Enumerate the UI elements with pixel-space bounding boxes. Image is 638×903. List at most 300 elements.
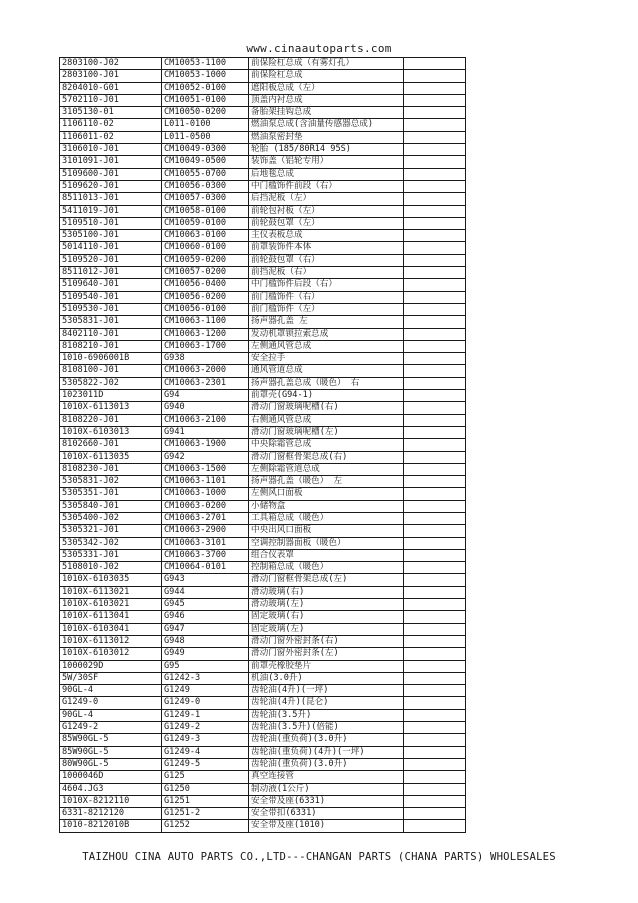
part-name-cell: 固定玻璃(左): [249, 623, 404, 635]
extra-cell: [404, 390, 466, 402]
table-row: [60, 672, 466, 684]
part-number-cell: 3101091-J01: [60, 156, 162, 168]
part-name-cell: 滑动门窗玻璃呢槽(左): [249, 426, 404, 438]
oem-code-cell: G125: [162, 771, 249, 783]
part-name-cell: 前门槛饰件（左）: [249, 303, 404, 315]
oem-code-cell: G948: [162, 635, 249, 647]
part-name-cell: 齿轮油(4升)(昆仑): [249, 697, 404, 709]
part-number-cell: 5W/30SF: [60, 672, 162, 684]
table-row: [60, 685, 466, 697]
part-number-cell: 1010-6906001B: [60, 353, 162, 365]
website-url: www.cinaautoparts.com: [246, 42, 392, 55]
table-row: [60, 783, 466, 795]
part-name-cell: 齿轮油(重负荷)(3.0升): [249, 758, 404, 770]
extra-cell: [404, 82, 466, 94]
part-number-cell: 5411019-J01: [60, 205, 162, 217]
oem-code-cell: CM10063-1700: [162, 340, 249, 352]
extra-cell: [404, 574, 466, 586]
part-name-cell: 前罩壳橡胶垫片: [249, 660, 404, 672]
part-number-cell: 1010X-6103013: [60, 426, 162, 438]
oem-code-cell: CM10063-1100: [162, 316, 249, 328]
oem-code-cell: G1249-3: [162, 734, 249, 746]
part-name-cell: 后地毯总成: [249, 168, 404, 180]
extra-cell: [404, 168, 466, 180]
table-row: [60, 549, 466, 561]
part-number-cell: 3106010-J01: [60, 144, 162, 156]
extra-cell: [404, 242, 466, 254]
table-row: [60, 390, 466, 402]
table-row: [60, 463, 466, 475]
oem-code-cell: L011-0100: [162, 119, 249, 131]
extra-cell: [404, 635, 466, 647]
oem-code-cell: CM10050-0200: [162, 107, 249, 119]
table-row: [60, 353, 466, 365]
extra-cell: [404, 795, 466, 807]
part-number-cell: 5305831-J02: [60, 476, 162, 488]
table-row: [60, 574, 466, 586]
extra-cell: [404, 758, 466, 770]
oem-code-cell: CM10053-1000: [162, 70, 249, 82]
extra-cell: [404, 451, 466, 463]
oem-code-cell: G945: [162, 599, 249, 611]
extra-cell: [404, 525, 466, 537]
oem-code-cell: CM10063-2000: [162, 365, 249, 377]
table-row: [60, 635, 466, 647]
extra-cell: [404, 660, 466, 672]
part-number-cell: 5109520-J01: [60, 254, 162, 266]
oem-code-cell: CM10055-0700: [162, 168, 249, 180]
part-number-cell: 1010X-6103035: [60, 574, 162, 586]
part-name-cell: 后挡泥板（左）: [249, 193, 404, 205]
table-row: [60, 402, 466, 414]
part-number-cell: 5109540-J01: [60, 291, 162, 303]
table-row: [60, 242, 466, 254]
part-name-cell: 齿轮油(4升)(一坪): [249, 685, 404, 697]
part-number-cell: 5702110-J01: [60, 94, 162, 106]
part-number-cell: 1010X-6113012: [60, 635, 162, 647]
part-number-cell: 5305351-J01: [60, 488, 162, 500]
table-row: [60, 488, 466, 500]
part-name-cell: 滑动门窗框骨架总成(右): [249, 451, 404, 463]
extra-cell: [404, 599, 466, 611]
part-name-cell: 前轮鼓包罩（左）: [249, 217, 404, 229]
part-number-cell: 5305400-J02: [60, 512, 162, 524]
oem-code-cell: CM10063-1101: [162, 476, 249, 488]
part-name-cell: 齿轮油(重负荷)(4升)(一坪): [249, 746, 404, 758]
oem-code-cell: G944: [162, 586, 249, 598]
table-row: [60, 316, 466, 328]
part-name-cell: 发动机罩锁拉索总成: [249, 328, 404, 340]
extra-cell: [404, 205, 466, 217]
oem-code-cell: CM10057-0300: [162, 193, 249, 205]
part-number-cell: 4604.JG3: [60, 783, 162, 795]
extra-cell: [404, 402, 466, 414]
table-row: [60, 168, 466, 180]
part-name-cell: 滑动门窗玻璃呢槽(右): [249, 402, 404, 414]
oem-code-cell: G1249-1: [162, 709, 249, 721]
oem-code-cell: G947: [162, 623, 249, 635]
extra-cell: [404, 426, 466, 438]
oem-code-cell: G1250: [162, 783, 249, 795]
oem-code-cell: G1249-5: [162, 758, 249, 770]
part-name-cell: 前保险杠总成（有雾灯孔）: [249, 58, 404, 70]
part-number-cell: 90GL-4: [60, 709, 162, 721]
part-name-cell: 主仪表板总成: [249, 230, 404, 242]
table-row: [60, 771, 466, 783]
part-name-cell: 左侧除霜管道总成: [249, 463, 404, 475]
extra-cell: [404, 58, 466, 70]
extra-cell: [404, 562, 466, 574]
part-name-cell: 前保险杠总成: [249, 70, 404, 82]
table-row: [60, 746, 466, 758]
oem-code-cell: CM10056-0100: [162, 303, 249, 315]
extra-cell: [404, 648, 466, 660]
part-number-cell: 5109530-J01: [60, 303, 162, 315]
oem-code-cell: G1249-2: [162, 722, 249, 734]
extra-cell: [404, 463, 466, 475]
extra-cell: [404, 70, 466, 82]
oem-code-cell: CM10063-3101: [162, 537, 249, 549]
oem-code-cell: CM10049-0300: [162, 144, 249, 156]
oem-code-cell: CM10063-3700: [162, 549, 249, 561]
table-row: [60, 439, 466, 451]
table-row: [60, 279, 466, 291]
extra-cell: [404, 291, 466, 303]
table-row: [60, 414, 466, 426]
table-row: [60, 648, 466, 660]
part-number-cell: G1249-2: [60, 722, 162, 734]
parts-table: [59, 57, 466, 833]
oem-code-cell: CM10063-1000: [162, 488, 249, 500]
part-name-cell: 前罩装饰件本体: [249, 242, 404, 254]
table-row: [60, 758, 466, 770]
part-name-cell: 中门槛饰件后段（右）: [249, 279, 404, 291]
oem-code-cell: G1252: [162, 820, 249, 832]
oem-code-cell: CM10063-2900: [162, 525, 249, 537]
table-row: [60, 107, 466, 119]
oem-code-cell: CM10056-0400: [162, 279, 249, 291]
extra-cell: [404, 107, 466, 119]
part-number-cell: 5109620-J01: [60, 180, 162, 192]
part-number-cell: 5305822-J02: [60, 377, 162, 389]
oem-code-cell: CM10063-2301: [162, 377, 249, 389]
oem-code-cell: G942: [162, 451, 249, 463]
table-row: [60, 217, 466, 229]
table-row: [60, 58, 466, 70]
extra-cell: [404, 353, 466, 365]
part-name-cell: 制动液(1公斤): [249, 783, 404, 795]
part-name-cell: 齿轮油(3.5升): [249, 709, 404, 721]
part-name-cell: 前轮包衬板（左）: [249, 205, 404, 217]
extra-cell: [404, 697, 466, 709]
extra-cell: [404, 623, 466, 635]
part-number-cell: 8511013-J01: [60, 193, 162, 205]
part-number-cell: G1249-0: [60, 697, 162, 709]
oem-code-cell: CM10063-2100: [162, 414, 249, 426]
part-name-cell: 前轮鼓包罩（右）: [249, 254, 404, 266]
part-name-cell: 右侧通风管总成: [249, 414, 404, 426]
extra-cell: [404, 722, 466, 734]
table-row: [60, 500, 466, 512]
extra-cell: [404, 808, 466, 820]
part-number-cell: 5108010-J02: [60, 562, 162, 574]
table-row: [60, 660, 466, 672]
table-row: [60, 426, 466, 438]
oem-code-cell: CM10057-0200: [162, 267, 249, 279]
extra-cell: [404, 611, 466, 623]
part-number-cell: 85W90GL-5: [60, 746, 162, 758]
part-number-cell: 8108100-J01: [60, 365, 162, 377]
extra-cell: [404, 328, 466, 340]
oem-code-cell: G946: [162, 611, 249, 623]
extra-cell: [404, 414, 466, 426]
part-number-cell: 80W90GL-5: [60, 758, 162, 770]
part-name-cell: 燃油泵密封垫: [249, 131, 404, 143]
oem-code-cell: G1249-4: [162, 746, 249, 758]
extra-cell: [404, 267, 466, 279]
table-row: [60, 586, 466, 598]
oem-code-cell: CM10049-0500: [162, 156, 249, 168]
oem-code-cell: G943: [162, 574, 249, 586]
part-name-cell: 左侧通风管总成: [249, 340, 404, 352]
part-number-cell: 5305100-J01: [60, 230, 162, 242]
extra-cell: [404, 119, 466, 131]
extra-cell: [404, 303, 466, 315]
part-number-cell: 5305831-J01: [60, 316, 162, 328]
table-row: [60, 70, 466, 82]
part-number-cell: 1010X-6103021: [60, 599, 162, 611]
part-number-cell: 1010-8212010B: [60, 820, 162, 832]
part-number-cell: 8108220-J01: [60, 414, 162, 426]
table-row: [60, 512, 466, 524]
extra-cell: [404, 586, 466, 598]
part-number-cell: 85W90GL-5: [60, 734, 162, 746]
part-number-cell: 1010X-6113041: [60, 611, 162, 623]
table-row: [60, 94, 466, 106]
extra-cell: [404, 537, 466, 549]
table-row: [60, 328, 466, 340]
oem-code-cell: CM10063-2701: [162, 512, 249, 524]
extra-cell: [404, 254, 466, 266]
table-row: [60, 611, 466, 623]
extra-cell: [404, 709, 466, 721]
part-number-cell: 8204010-G01: [60, 82, 162, 94]
part-name-cell: 组合仪表罩: [249, 549, 404, 561]
part-name-cell: 中央除霜管总成: [249, 439, 404, 451]
part-number-cell: 6331-8212120: [60, 808, 162, 820]
extra-cell: [404, 180, 466, 192]
extra-cell: [404, 746, 466, 758]
part-name-cell: 安全带及座(1010): [249, 820, 404, 832]
oem-code-cell: CM10064-0101: [162, 562, 249, 574]
part-name-cell: 空调控制器面板（暖色）: [249, 537, 404, 549]
part-number-cell: 1106011-02: [60, 131, 162, 143]
oem-code-cell: G1249-0: [162, 697, 249, 709]
extra-cell: [404, 230, 466, 242]
oem-code-cell: CM10058-0100: [162, 205, 249, 217]
oem-code-cell: CM10063-1900: [162, 439, 249, 451]
part-name-cell: 机油(3.0升): [249, 672, 404, 684]
part-number-cell: 5305840-J01: [60, 500, 162, 512]
part-name-cell: 滑动门窗外密封条(右): [249, 635, 404, 647]
part-number-cell: 1106110-02: [60, 119, 162, 131]
table-row: [60, 734, 466, 746]
part-name-cell: 前门槛饰件（右）: [249, 291, 404, 303]
table-row: [60, 795, 466, 807]
part-name-cell: 滑动门窗框骨架总成(左): [249, 574, 404, 586]
part-number-cell: 5109640-J01: [60, 279, 162, 291]
table-row: [60, 119, 466, 131]
part-number-cell: 1000046D: [60, 771, 162, 783]
part-name-cell: 备胎架挂钩总成: [249, 107, 404, 119]
company-footer: TAIZHOU CINA AUTO PARTS CO.,LTD---CHANGAN PARTS (CHANA PARTS) WHOLESALES: [82, 851, 556, 863]
extra-cell: [404, 476, 466, 488]
extra-cell: [404, 488, 466, 500]
oem-code-cell: G1251: [162, 795, 249, 807]
extra-cell: [404, 144, 466, 156]
part-name-cell: 安全拉手: [249, 353, 404, 365]
table-row: [60, 562, 466, 574]
extra-cell: [404, 316, 466, 328]
oem-code-cell: CM10063-0200: [162, 500, 249, 512]
table-row: [60, 808, 466, 820]
extra-cell: [404, 820, 466, 832]
part-name-cell: 齿轮油(重负荷)(3.0升): [249, 734, 404, 746]
oem-code-cell: CM10060-0100: [162, 242, 249, 254]
table-row: [60, 131, 466, 143]
extra-cell: [404, 156, 466, 168]
part-name-cell: 遮阳板总成（左）: [249, 82, 404, 94]
part-number-cell: 5109600-J01: [60, 168, 162, 180]
table-row: [60, 180, 466, 192]
part-number-cell: 3105130-01: [60, 107, 162, 119]
table-row: [60, 537, 466, 549]
table-row: [60, 144, 466, 156]
part-name-cell: 固定玻璃(右): [249, 611, 404, 623]
table-row: [60, 254, 466, 266]
oem-code-cell: CM10051-0100: [162, 94, 249, 106]
part-name-cell: 真空连接管: [249, 771, 404, 783]
part-name-cell: 滑动门窗外密封条(左): [249, 648, 404, 660]
table-row: [60, 451, 466, 463]
part-name-cell: 小储物盒: [249, 500, 404, 512]
table-row: [60, 525, 466, 537]
table-row: [60, 267, 466, 279]
part-name-cell: 滑动玻璃(右): [249, 586, 404, 598]
part-name-cell: 中门槛饰件前段（右）: [249, 180, 404, 192]
oem-code-cell: G949: [162, 648, 249, 660]
part-number-cell: 8402110-J01: [60, 328, 162, 340]
part-number-cell: 5109510-J01: [60, 217, 162, 229]
table-row: [60, 230, 466, 242]
extra-cell: [404, 500, 466, 512]
part-name-cell: 前挡泥板（右）: [249, 267, 404, 279]
oem-code-cell: L011-0500: [162, 131, 249, 143]
oem-code-cell: G95: [162, 660, 249, 672]
oem-code-cell: G1249: [162, 685, 249, 697]
oem-code-cell: CM10059-0200: [162, 254, 249, 266]
extra-cell: [404, 672, 466, 684]
extra-cell: [404, 193, 466, 205]
part-name-cell: 中央出风口面板: [249, 525, 404, 537]
part-number-cell: 2803100-J01: [60, 70, 162, 82]
part-number-cell: 5014110-J01: [60, 242, 162, 254]
oem-code-cell: G1242-3: [162, 672, 249, 684]
table-row: [60, 820, 466, 832]
table-row: [60, 193, 466, 205]
part-name-cell: 扬声器孔盖总成（暖色） 右: [249, 377, 404, 389]
part-number-cell: 1010X-6113021: [60, 586, 162, 598]
table-row: [60, 82, 466, 94]
extra-cell: [404, 365, 466, 377]
oem-code-cell: G94: [162, 390, 249, 402]
part-number-cell: 1010X-8212110: [60, 795, 162, 807]
table-row: [60, 205, 466, 217]
part-name-cell: 通风管道总成: [249, 365, 404, 377]
extra-cell: [404, 131, 466, 143]
extra-cell: [404, 783, 466, 795]
part-number-cell: 5305342-J02: [60, 537, 162, 549]
extra-cell: [404, 771, 466, 783]
oem-code-cell: CM10053-1100: [162, 58, 249, 70]
part-name-cell: 工具箱总成（暖色）: [249, 512, 404, 524]
extra-cell: [404, 217, 466, 229]
parts-table-body: [60, 58, 466, 833]
oem-code-cell: CM10056-0300: [162, 180, 249, 192]
table-row: [60, 476, 466, 488]
extra-cell: [404, 734, 466, 746]
oem-code-cell: G1251-2: [162, 808, 249, 820]
oem-code-cell: CM10063-0100: [162, 230, 249, 242]
table-row: [60, 722, 466, 734]
part-name-cell: 扬声器孔盖（暖色） 左: [249, 476, 404, 488]
part-name-cell: 装饰盖（铝轮专用）: [249, 156, 404, 168]
part-name-cell: 顶盖内衬总成: [249, 94, 404, 106]
table-row: [60, 156, 466, 168]
extra-cell: [404, 340, 466, 352]
part-number-cell: 8511012-J01: [60, 267, 162, 279]
oem-code-cell: G938: [162, 353, 249, 365]
extra-cell: [404, 439, 466, 451]
part-number-cell: 8108230-J01: [60, 463, 162, 475]
part-name-cell: 控制箱总成（暖色）: [249, 562, 404, 574]
extra-cell: [404, 279, 466, 291]
extra-cell: [404, 685, 466, 697]
part-number-cell: 1010X-6113035: [60, 451, 162, 463]
part-name-cell: 齿轮油(3.5升)(倍能): [249, 722, 404, 734]
part-name-cell: 前罩壳(G94-1): [249, 390, 404, 402]
table-row: [60, 599, 466, 611]
table-row: [60, 709, 466, 721]
table-row: [60, 697, 466, 709]
part-number-cell: 1000029D: [60, 660, 162, 672]
table-row: [60, 377, 466, 389]
part-name-cell: 左侧风口面板: [249, 488, 404, 500]
oem-code-cell: CM10056-0200: [162, 291, 249, 303]
oem-code-cell: G941: [162, 426, 249, 438]
table-row: [60, 623, 466, 635]
oem-code-cell: G940: [162, 402, 249, 414]
part-number-cell: 5305321-J01: [60, 525, 162, 537]
extra-cell: [404, 94, 466, 106]
part-number-cell: 1010X-6113013: [60, 402, 162, 414]
oem-code-cell: CM10063-1200: [162, 328, 249, 340]
table-row: [60, 365, 466, 377]
part-number-cell: 1010X-6103041: [60, 623, 162, 635]
part-number-cell: 1023011D: [60, 390, 162, 402]
part-number-cell: 90GL-4: [60, 685, 162, 697]
extra-cell: [404, 549, 466, 561]
